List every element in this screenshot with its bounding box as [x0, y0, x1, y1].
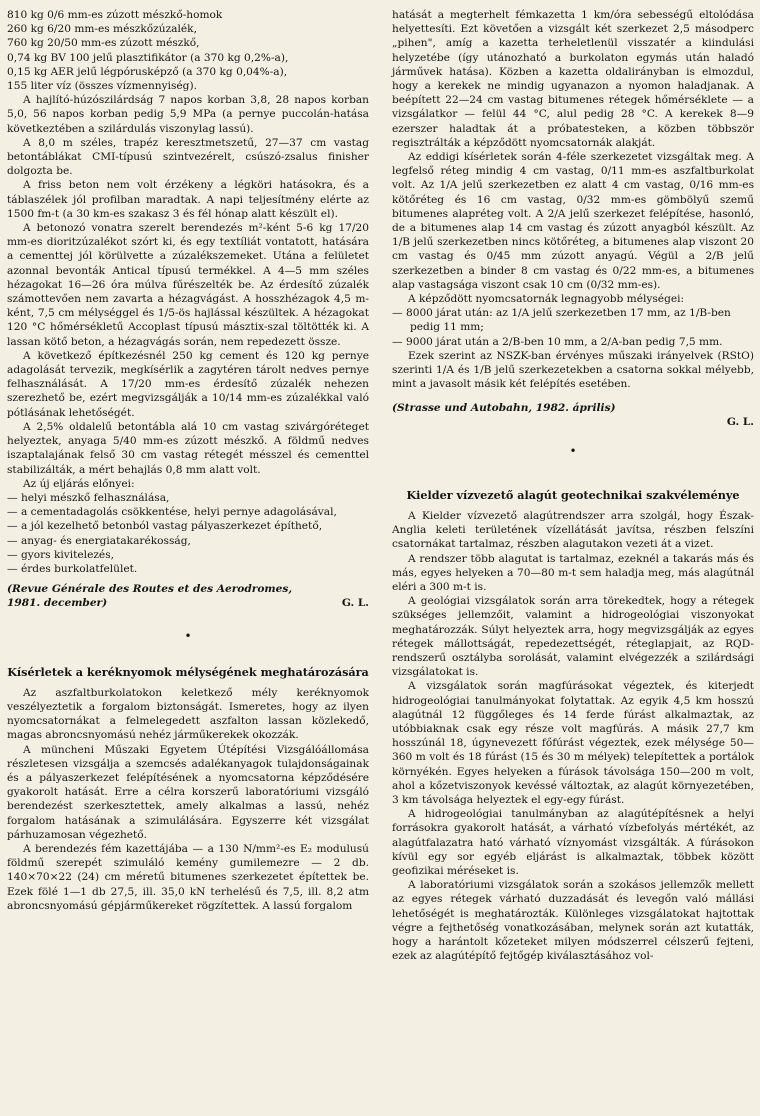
paragraph: Az eddigi kísérletek során 4-féle szerkezetet vizsgáltak meg. A legfelső réteg mindig 4 cm vastag, 0/11 mm-es aszfaltburkolat volt. Az 1/A jelű szerkezetben ez alatt 4 cm vastag, 0/16 mm-es kötőréteg és 16 cm vastag, 0/32 mm-es gömbölyű szemű bitumenes alapréteg volt. A 2/A jelű szerkezet felépítése, hasonló, de a bitumenes alap 14 cm vastag és zúzott anyagból készült. Az 1/B jelű szerkezetben nincs kötőréteg, a bitumenes alap viszont 20 cm vastag és 0/45 mm zúzott anyagú. Végül a 2/B jelű szerkezetben a binder 8 cm vastag és 0/22 mm-es, a bitumenes alap vastagsága viszont csak 10 cm (0/32 mm-es).	[392, 151, 754, 291]
article-title: Kísérletek a keréknyomok mélységének meghatározására	[7, 664, 369, 679]
list-item: — a jól kezelhető betonból vastag pályaszerkezet építhető,	[7, 520, 323, 533]
paragraph: A hajlító-húzószilárdság 7 napos korban 3,8, 28 napos korban 5,0, 56 napos korban pedig 5,9 MPa (a pernye puccolán-hatása következtében a szilárdulás viszonylag lassú).	[7, 94, 369, 135]
paragraph: A rendszer több alagutat is tartalmaz, ezeknél a takarás más és más, egyes helyeken a 70—80 m-t sem haladja meg, más alagútnál eléri a 300 m-t is.	[392, 552, 754, 593]
list-item: — 9000 járat után a 2/B-ben 10 mm, a 2/A-ban pedig 7,5 mm.	[392, 335, 723, 348]
list-item: 760 kg 20/50 mm-es zúzott mészkő,	[7, 37, 200, 50]
paragraph: Az aszfaltburkolatokon keletkező mély keréknyomok veszélyeztetik a forgalom biztonságát. Ismeretes, hogy az ilyen nyomcsatornákat a felmelegedett aszfalton lassan közlekedő, magas abroncsnyomású nehéz járműkerekek okozzák.	[7, 686, 369, 742]
paragraph: A képződött nyomcsatornák legnagyobb mélységei:	[408, 293, 685, 306]
list-item: — érdes burkolatfelület.	[7, 562, 138, 575]
list-item: 260 kg 6/20 mm-es mészkőzúzalék,	[7, 23, 197, 36]
paragraph: A Kielder vízvezető alagútrendszer arra szolgál, hogy Észak-Anglia keleti területének vízellátását javítsa, részben felszíni csatornákat tartalmaz, részben alagutakon vezeti át a vizet.	[392, 509, 754, 551]
separator-bullet: •	[184, 628, 192, 643]
list-item: 810 kg 0/6 mm-es zúzott mészkő-homok	[7, 9, 223, 21]
paragraph: A 2,5% oldalelű betontábla alá 10 cm vastag szivárgóréteget helyeztek, anyaga 5/40 mm-es zúzott mészkő. A földmű nedves iszaptalajának felső 30 cm vastag rétegét mésszel és cementtel stabilizálták, a mért behajlás 0,8 mm alatt volt.	[7, 420, 369, 476]
paragraph: A laboratóriumi vizsgálatok során a szokásos jellemzők mellett az egyes rétegek várható duzzadását és levegőn való mállási lehetőségét is meghatározták. Különleges vizsgálatokat hajtottak végre a fejthetőség vonatkozásában, melynek során azt kutatták, hogy a harántolt kőzeteket milyen módszerrel célszerű fejteni, ezek az alagútépítő fejtőgép kiválasztásához vol-	[392, 879, 754, 963]
paragraph: A geológiai vizsgálatok során arra törekedtek, hogy a rétegek szükséges jellemzőit, valamint a hidrogeológiai viszonyokat meghatározzák. Súlyt helyeztek arra, hogy megvizsgálják az egyes rétegek mállottságát, repedezettségét, réteglapjait, az RQD-rendszerű osztályba sorolását, valamint elvégezzék a szilárdsági vizsgálatokat is.	[392, 595, 754, 679]
right-column	[392, 8, 754, 963]
paragraph: A 8,0 m széles, trapéz keresztmetszetű, 27—37 cm vastag betontáblákat CMI-típusú szintvezérelt, csúszó-zsalus finisher dolgozta be.	[7, 136, 369, 178]
author-signature: G. L.	[341, 597, 369, 610]
mix-ingredient-list	[7, 8, 369, 93]
paragraph: Az új eljárás előnyei:	[23, 477, 135, 490]
source-text: (Revue Générale des Routes et des Aerodromes, 1981. december)	[7, 583, 293, 610]
source-citation	[392, 401, 754, 429]
list-item: — anyag- és energiatakarékosság,	[7, 534, 191, 547]
paragraph: A friss beton nem volt érzékeny a légköri hatásokra, és a táblaszélek jól profilban maradtak. A napi teljesítmény elérte az 1500 fm-t (a 30 km-es szakasz 3 és fél hónap alatt készült el).	[7, 179, 369, 220]
paragraph: A következő építkezésnél 250 kg cement és 120 kg pernye adagolását tervezik, megkísérlik a zagytéren tárolt nedves pernye felhasználását. A 17/20 mm-es érdesítő zúzalék nehezen szerezhető be, ezért megvizsgálják a 10/14 mm-es zúzalékkal való pótlásának lehetőségét.	[7, 349, 369, 419]
paragraph: Ezek szerint az NSZK-ban érvényes műszaki irányelvek (RStO) szerinti 1/A és 1/B jelű szerkezetekben a csatorna sokkal mélyebb, mint a javasolt másik két felépítés esetében.	[392, 349, 754, 391]
author-signature: G. L.	[726, 416, 754, 429]
paragraph: A vizsgálatok során magfúrásokat végeztek, és kiterjedt hidrogeológiai tanulmányokat folytattak. Az egyik 4,5 km hosszú alagútnál 12 függőleges és 14 ferde fúrást alkalmaztak, az utóbbiaknak csak egy része volt magfúrás. A másik 27,7 km hosszúnál 18, úgynevezett főfúrást végeztek, ezek mélysége 50—360 m volt és 18 fúrást (15 és 30 m mélyek) telepítettek a portálok környékén. Egyes helyeken a fúrások távolsága 150—200 m volt, ahol a kőzetviszonyok kevéssé változtak, az alagút környezetében, 3 km távolsága helyeztek el egy-egy fúrást.	[392, 680, 754, 806]
paragraph: A berendezés fém kazettájába — a 130 N/mm²-es E₂ modulusú földmű szerepét szimuláló kemény gumilemezre — 2 db. 140×70×22 (24) cm méretű bitumenes szerkezetet építettek be. Ezek fölé 1—1 db 27,5, ill. 35,0 kN terhelésű és 7,5, ill. 8,2 atm abroncsnyomású gépjárműkereket rögzítettek. A lassú forgalom	[7, 842, 369, 912]
paragraph: hatását a megterhelt fémkazetta 1 km/óra sebességű eltolódása helyettesíti. Ezt követően a vizsgált két szerkezet 2,5 másodperc „pihen", amíg a kazetta terheletlenül visszatér a kiindulási helyzetébe (így utánozható a burkolaton egymás után haladó járművek hatása). Közben a kazetta oldalirányban is elmozdul, hogy a kerekek ne mindig ugyanazon a nyomon haladjanak. A beépített 22—24 cm vastag bitumenes rétegek hőmérséklete — a vizsgálatkor — felül 44 °C, alul pedig 28 °C. A kerekek 8—9 ezerszer haladtak át a próbatesteken, a közben többször regisztrálták a képződött nyomcsatornák alakját.	[392, 9, 754, 149]
article-title: Kielder vízvezető alagút geotechnikai szakvéleménye	[406, 487, 740, 502]
left-column	[7, 8, 369, 913]
list-item: 155 liter víz (összes vízmennyiség).	[7, 80, 197, 93]
list-item: 0,15 kg AER jelű légpórusképző (a 370 kg 0,04%-a),	[7, 65, 288, 78]
separator-bullet: •	[569, 443, 577, 458]
list-item: — gyors kivitelezés,	[7, 548, 114, 561]
paragraph: A müncheni Műszaki Egyetem Útépítési Vizsgálóállomása részletesen vizsgálja a szemcsés adalékanyagok tulajdonságainak és a pályaszerkezet felépítésének a nyomcsatorna képződésére gyakorolt hatását. Erre a célra korszerű laboratóriumi vizsgáló berendezést szerkesztettek, amely alkalmas a lassú, nehéz forgalom hatásának a szimulálására. Egyszerre két vizsgálat párhuzamosan végezhető.	[7, 743, 369, 841]
source-citation	[7, 582, 369, 610]
paragraph: A hidrogeológiai tanulmányban az alagútépítésnek a helyi forrásokra gyakorolt hatását, a várható vízbefolyás mértékét, az alagútfalazatra ható várható víznyomást vizsgálták. A fúrásokon kívül egy sor egyéb eljárást is alkalmaztak, többek között geofizikai méréseket is.	[392, 808, 754, 877]
list-item: — a cementadagolás csökkentése, helyi pernye adagolásával,	[7, 506, 337, 519]
list-item: — helyi mészkő felhasználása,	[7, 491, 170, 504]
list-item: 0,74 kg BV 100 jelű plasztifikátor (a 370 kg 0,2%-a),	[7, 51, 289, 64]
list-item: — 8000 járat után: az 1/A jelű szerkezetben 17 mm, az 1/B-ben pedig 11 mm;	[392, 307, 731, 334]
source-text: (Strasse und Autobahn, 1982. április)	[392, 402, 616, 415]
paragraph: A betonozó vonatra szerelt berendezés m²-ként 5-6 kg 17/20 mm-es dioritzúzalékot szórt ki, és egy textíliát vontatott, hatására a cementtej jól körülvette a zúzalékszemeket. Utána a felületet azonnal bevonták Antical típusú termékkel. A 4—5 mm széles hézagokat 16—26 óra múlva fűrészelték be. Az érdesítő zúzalék számottevően nem zavarta a hézagvágást. A hosszhézagok 4,5 m-ként, 7,5 cm mélységgel és 1/5-ös hajlással készültek. A hézagokat 120 °C hőmérsékletű Accoplast típusú másztix-szal töltötték ki. A lassan kötő beton, a hézagvágás során, nem repedezett össze.	[7, 222, 369, 348]
advantages-list	[7, 491, 369, 576]
depth-list	[392, 306, 754, 349]
